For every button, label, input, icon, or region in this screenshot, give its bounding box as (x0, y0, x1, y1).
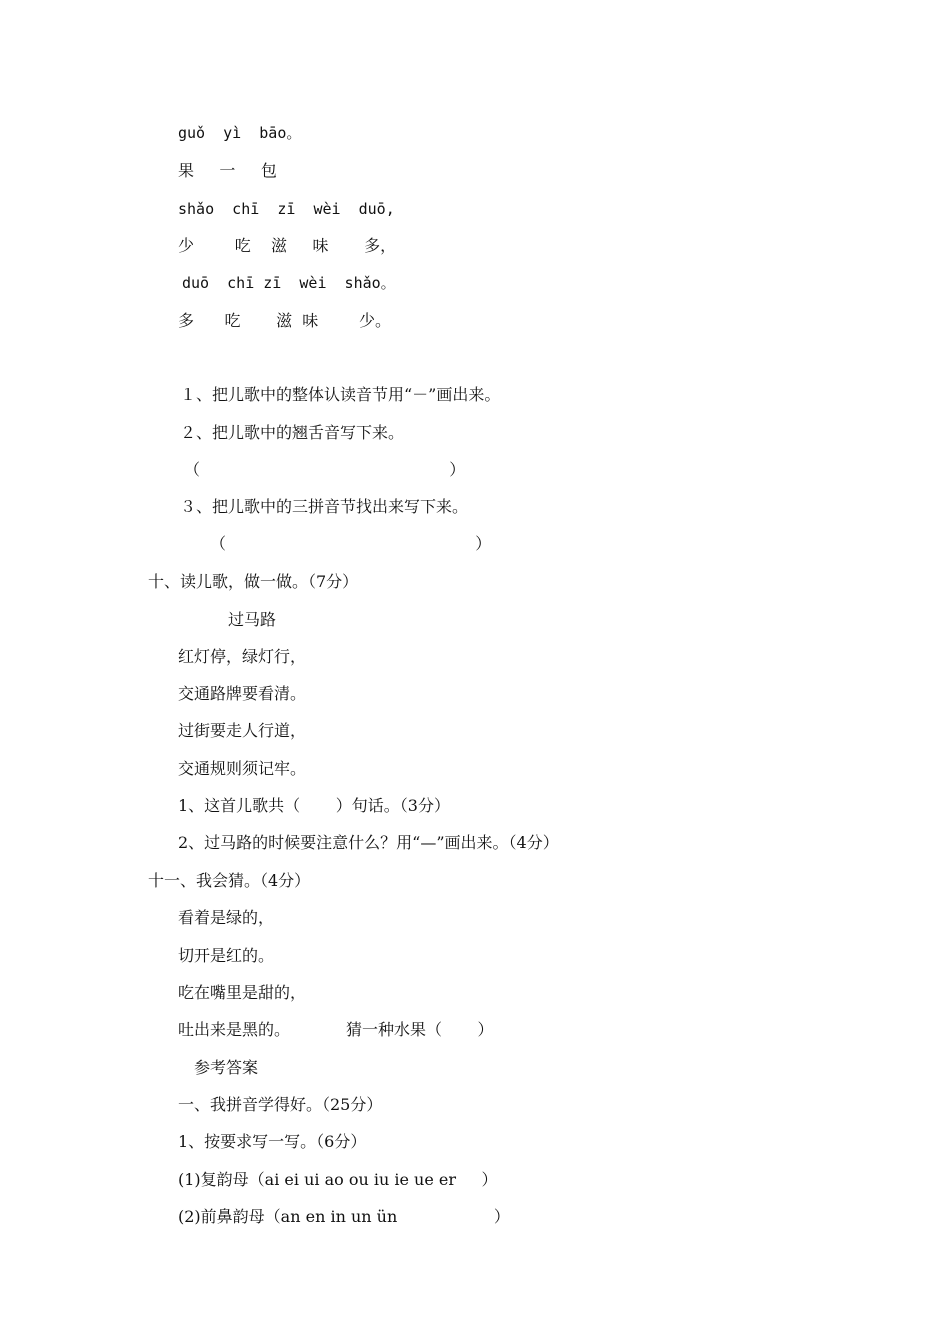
hanzi-line: 少 吃 滋 味 多， (178, 236, 397, 255)
question-1: １、把儿歌中的整体认读音节用“－”画出来。 (180, 385, 501, 404)
answer-line: (1)复韵母（ai ei ui ao ou iu ie ue er ） (178, 1170, 498, 1189)
answer-key-title: 参考答案 (194, 1058, 259, 1077)
question-2: ２、把儿歌中的翘舌音写下来。 (180, 423, 405, 442)
poem-line: 过街要走人行道， (178, 721, 307, 740)
pinyin-line: guǒ yì bāo。 (178, 124, 302, 142)
poem-line: 红灯停，绿灯行， (178, 647, 307, 666)
question-3: ３、把儿歌中的三拼音节找出来写下来。 (180, 497, 469, 516)
question-1: 1、这首儿歌共（ ）句话。（3分） (178, 796, 450, 815)
poem-title: 过马路 (228, 610, 277, 629)
riddle-line: 吐出来是黑的。 猜一种水果（ ） (178, 1020, 494, 1039)
pinyin-line: duō chī zī wèi shǎo。 (182, 274, 396, 292)
section-heading: 十、读儿歌，做一做。（7分） (148, 572, 359, 591)
riddle-line: 看着是绿的， (178, 908, 275, 927)
pinyin-line: shǎo chī zī wèi duō, (178, 200, 395, 218)
question-2: 2、过马路的时候要注意什么？用“—”画出来。（4分） (178, 833, 559, 852)
poem-line: 交通路牌要看清。 (178, 684, 307, 703)
question-1: 1、按要求写一写。（6分） (178, 1132, 367, 1151)
hanzi-line: 多 吃 滋 味 少。 (178, 311, 391, 330)
section-heading: 十一、我会猜。（4分） (148, 871, 311, 890)
answer-line: (2)前鼻韵母（an en in un ün ） (178, 1207, 510, 1226)
answer-blank: （ ） (210, 534, 492, 553)
riddle-line: 切开是红的。 (178, 946, 275, 965)
section-heading: 一、我拼音学得好。（25分） (178, 1095, 383, 1114)
poem-line: 交通规则须记牢。 (178, 759, 307, 778)
answer-blank: （ ） (184, 460, 466, 479)
riddle-line: 吃在嘴里是甜的， (178, 983, 307, 1002)
hanzi-line: 果 一 包 (178, 161, 277, 180)
